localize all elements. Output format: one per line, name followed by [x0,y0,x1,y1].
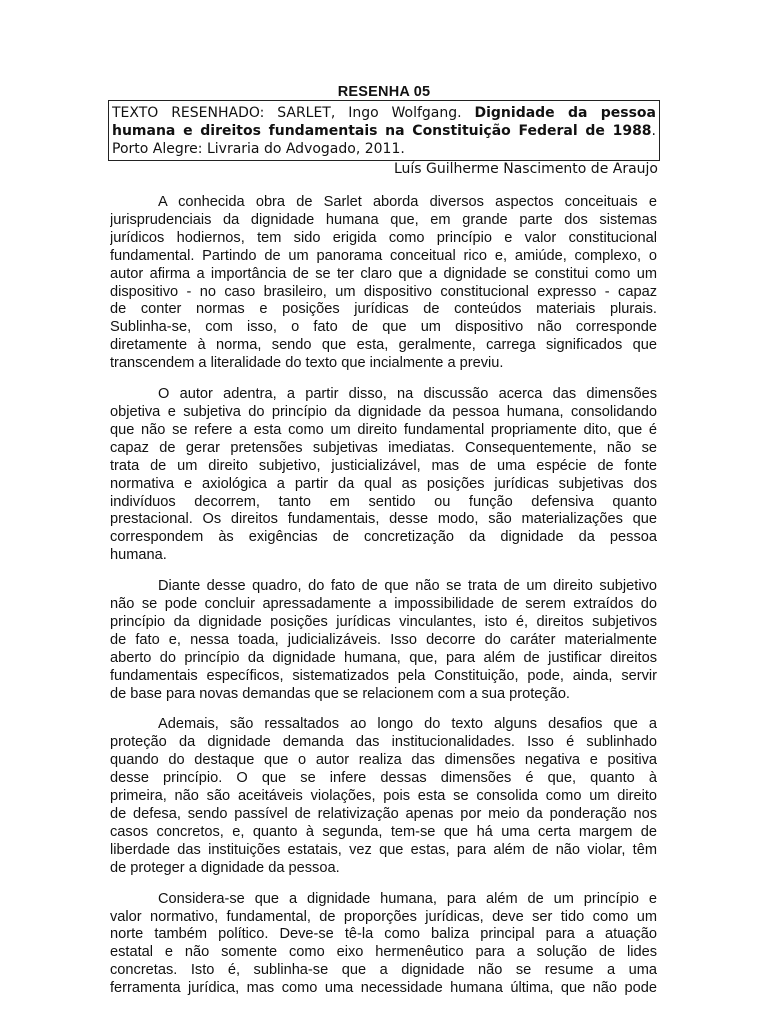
reference-line-1 [112,104,656,122]
paragraph-line: proteção da dignidade demanda das institucionalidades. Isso é sublinhado [110,734,657,751]
paragraph-line: humana. [110,547,167,564]
reference-title-period: . [651,123,656,139]
paragraph-line: liberdade das instituições estatais, vez que estas, para além de não violar, têm [110,841,657,858]
paragraph [110,578,657,703]
paragraph-line: não se pode concluir apressadamente a impossibilidade de serem extraídos do [110,596,657,613]
paragraph-line: primeira, não são aceitáveis violações, pois esta se consolida como um direito [110,788,657,805]
reference-prefix: TEXTO RESENHADO: SARLET, Ingo Wolfgang. [112,105,475,121]
paragraph-line: de defesa, sendo passível de relativização apenas por meio da ponderação nos [110,806,657,822]
paragraph-line: princípio da dignidade posições jurídicas vinculantes, isto é, direitos subjetivos [110,613,657,630]
paragraph [110,716,657,877]
reference-title-part-1: Dignidade da pessoa [474,105,656,121]
paragraph-line: jurisprudenciais da dignidade humana que, em grande parte dos sistemas [110,211,657,228]
paragraph-line: concretas. Isto é, sublinha-se que a dignidade não se resume a uma [110,962,657,979]
paragraph-line: casos concretos, e, quanto à segunda, tem-se que há uma certa margem de [110,823,657,840]
paragraph-line: objetiva e subjetiva do princípio da dignidade da pessoa humana, consolidando [110,403,657,420]
paragraph-line: de base para novas demandas que se relacionem com a sua proteção. [110,685,570,702]
paragraph-line: de conter normas e posições jurídicas de conteúdos materiais plurais. [110,301,657,318]
reference-box [108,100,660,161]
page-title: RESENHA 05 [337,84,431,100]
paragraph-line: Considera-se que a dignidade humana, para além de um princípio e [158,890,657,907]
paragraph-line: Diante desse quadro, do fato de que não se trata de um direito subjetivo [158,578,657,595]
paragraph-line: jurídicos hodiernos, tem sido erigida como princípio e valor constitucional [110,229,657,246]
paragraph-line: valor normativo, fundamental, de proporções jurídicas, deve ser tido como um [110,908,657,925]
reference-title-part-2: humana e direitos fundamentais na Constituição Federal de 1988 [112,123,652,139]
paragraph-line: correspondem às exigências de concretização da dignidade da pessoa [110,529,657,546]
paragraph-line: diretamente à norma, sendo que esta, geralmente, carrega significados que [110,337,657,354]
paragraph-line: desse princípio. O que se infere dessas dimensões é que, quanto à [110,770,657,787]
paragraph-line: que não se refere a esta como um direito fundamental propriamente dito, que é [110,421,657,438]
paragraph-line: indivíduos decorrem, tanto em sentido ou função defensiva quanto [110,493,657,510]
paragraph-line: de fato e, nessa toada, judicializáveis. Isso decorre do caráter materialmente [110,631,657,648]
paragraph-line: de proteger a dignidade da pessoa. [110,859,340,876]
paragraph-line: A conhecida obra de Sarlet aborda diversos aspectos conceituais e [158,194,657,210]
paragraph-line: normativa e axiológica a partir da qual as posições jurídicas subjetivas dos [110,475,657,492]
paragraph-line: transcendem a literalidade do texto que incialmente a previu. [110,355,504,372]
paragraph-line: capaz de gerar pretensões subjetivas imediatas. Consequentemente, não se [110,439,657,456]
paragraph-line: ferramenta jurídica, mas como uma necessidade humana última, que não pode [110,980,657,997]
paragraph-line: Ademais, são ressaltados ao longo do texto alguns desafios que a [158,716,657,733]
paragraph-line: fundamentais específicos, sistematizados pela Constituição, pode, ainda, servir [110,667,657,684]
reference-line-3: Porto Alegre: Livraria do Advogado, 2011. [112,141,405,157]
paragraph-line: dispositivo - no caso brasileiro, um dispositivo constitucional expresso - capaz [110,283,657,300]
paragraph-line: Sublinha-se, com isso, o fato de que um dispositivo não corresponde [110,319,657,336]
paragraph-line: quando do destaque que o autor realiza das dimensões negativa e positiva [110,752,657,769]
paragraph [110,891,657,998]
paragraph-line: autor afirma a importância de se ter claro que a dignidade se constitui como um [110,265,657,282]
paragraph-line: prestacional. Os direitos fundamentais, desse modo, são materializações que [110,511,657,528]
paragraph [110,386,657,565]
paragraph-line: fundamental. Partindo de um panorama conceitual rico e, amiúde, complexo, o [110,247,657,264]
paragraph-line: norte também político. Deve-se tê-la como baliza principal para a atuação [110,926,657,943]
paragraph-line: O autor adentra, a partir disso, na discussão acerca das dimensões [158,386,657,403]
paragraph [110,194,657,373]
body-text [110,194,657,1011]
author-name: Luís Guilherme Nascimento de Araujo [393,161,658,177]
reference-line-2 [112,122,656,140]
paragraph-line: estatal e não somente como eixo hermenêutico para a solução de lides [110,944,657,961]
paragraph-line: trata de um direito subjetivo, justicializável, mas de uma espécie de fonte [110,457,657,474]
paragraph-line: aberto do princípio da dignidade humana, que, para além de justificar direitos [110,649,657,666]
